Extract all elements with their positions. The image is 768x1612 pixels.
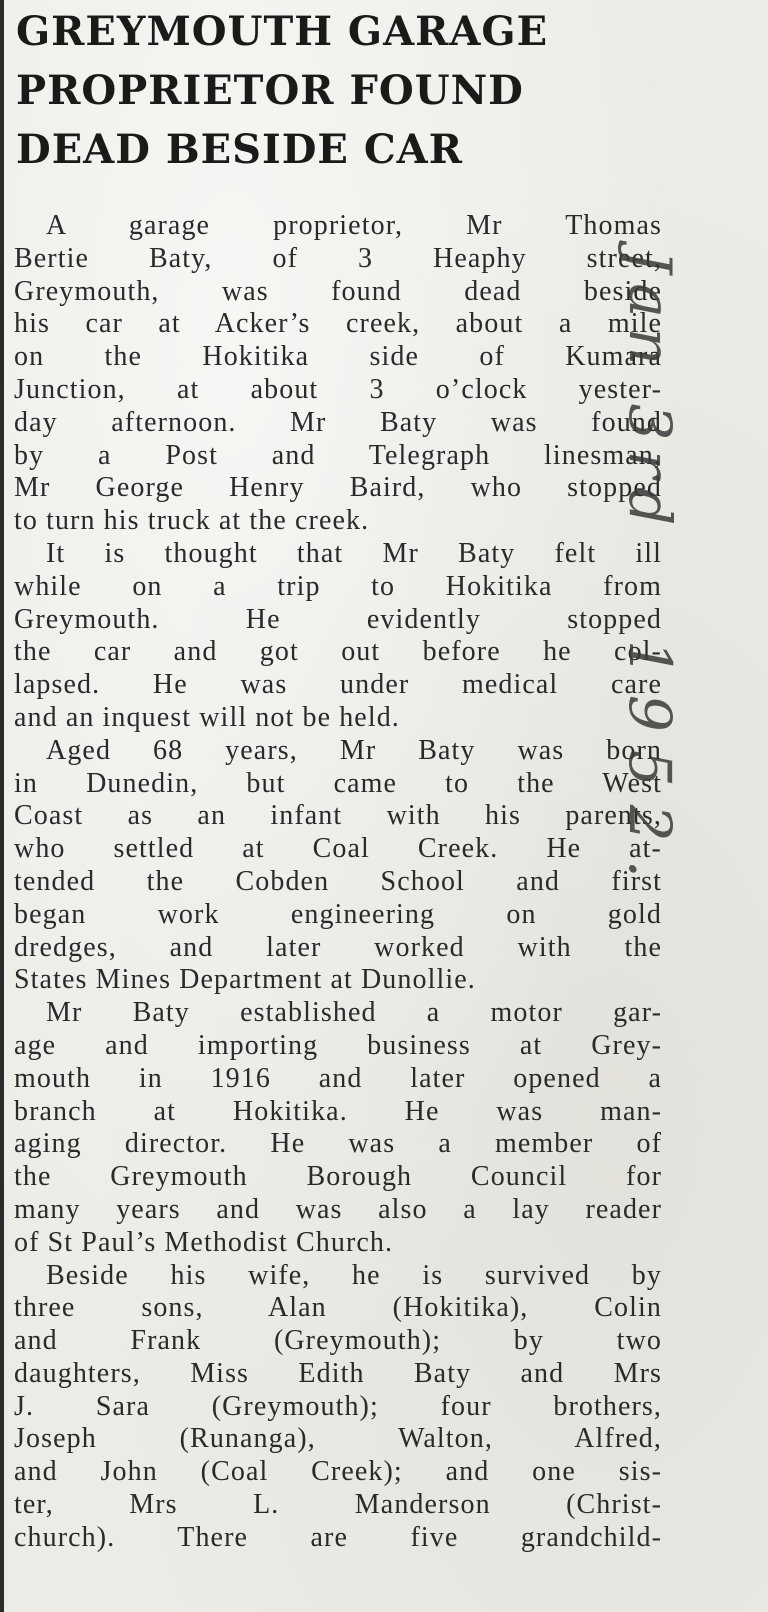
- article-body: [14, 210, 662, 1555]
- article-line: began work engineering on gold: [14, 898, 662, 930]
- article-line: mouth in 1916 and later opened a: [14, 1062, 662, 1094]
- article-line: who settled at Coal Creek. He at-: [14, 833, 662, 865]
- article-line: A garage proprietor, Mr Thomas: [46, 210, 662, 241]
- article-line: dredges, and later worked with the: [14, 931, 662, 963]
- article-line: It is thought that Mr Baty felt ill: [46, 537, 662, 569]
- article-line: day afternoon. Mr Baty was found: [14, 406, 662, 438]
- article-line: Mr George Henry Baird, who stopped: [14, 472, 662, 504]
- article-line: while on a trip to Hokitika from: [14, 570, 662, 602]
- article-line: ter, Mrs L. Manderson (Christ-: [14, 1489, 662, 1521]
- article-line: lapsed. He was under medical care: [14, 669, 662, 701]
- article-line: his car at Acker’s creek, about a mile: [14, 308, 662, 340]
- article-line: many years and was also a lay reader: [14, 1193, 662, 1225]
- article-line: Joseph (Runanga), Walton, Alfred,: [14, 1423, 662, 1455]
- article-line: and an inquest will not be held.: [14, 701, 400, 733]
- article-line: Beside his wife, he is survived by: [46, 1259, 662, 1291]
- article-line: Greymouth, was found dead beside: [14, 275, 662, 307]
- article-line: daughters, Miss Edith Baty and Mrs: [14, 1357, 662, 1389]
- article-line: three sons, Alan (Hokitika), Colin: [14, 1292, 662, 1324]
- headline-line-1: GREYMOUTH GARAGE: [16, 8, 549, 55]
- headline-line-2: PROPRIETOR FOUND: [16, 67, 524, 114]
- article-line: on the Hokitika side of Kumara: [14, 341, 662, 373]
- article-line: to turn his truck at the creek.: [14, 505, 370, 537]
- article-line: by a Post and Telegraph linesman,: [14, 439, 662, 471]
- article-line: the Greymouth Borough Council for: [14, 1161, 662, 1193]
- article-line: aging director. He was a member of: [14, 1128, 662, 1160]
- article-line: States Mines Department at Dunollie.: [14, 964, 476, 996]
- headline: [16, 2, 656, 179]
- article-line: Greymouth. He evidently stopped: [14, 603, 662, 635]
- article-line: and Frank (Greymouth); by two: [14, 1325, 662, 1357]
- article-line: the car and got out before he col-: [14, 636, 662, 668]
- article-line: and John (Coal Creek); and one sis-: [14, 1456, 662, 1488]
- handwritten-date-month: Jan 3rd: [616, 250, 684, 536]
- article-line: Aged 68 years, Mr Baty was born: [46, 734, 662, 766]
- article-line: Junction, at about 3 o’clock yester-: [14, 373, 662, 405]
- headline-line-3: DEAD BESIDE CAR: [16, 126, 463, 173]
- article-line: of St Paul’s Methodist Church.: [14, 1226, 394, 1258]
- article-line: tended the Cobden School and first: [14, 865, 662, 897]
- article-line: church). There are five grandchild-: [14, 1521, 662, 1553]
- article-line: age and importing business at Grey-: [14, 1029, 662, 1061]
- handwritten-date-year: 1952.: [616, 640, 684, 897]
- clipping-edge: [0, 0, 4, 1612]
- article-line: branch at Hokitika. He was man-: [14, 1095, 662, 1127]
- article-line: Coast as an infant with his parents,: [14, 800, 662, 832]
- article-line: Bertie Baty, of 3 Heaphy street,: [14, 242, 662, 274]
- article-line: in Dunedin, but came to the West: [14, 767, 662, 799]
- article-line: J. Sara (Greymouth); four brothers,: [14, 1390, 662, 1422]
- article-line: Mr Baty established a motor gar-: [46, 997, 662, 1029]
